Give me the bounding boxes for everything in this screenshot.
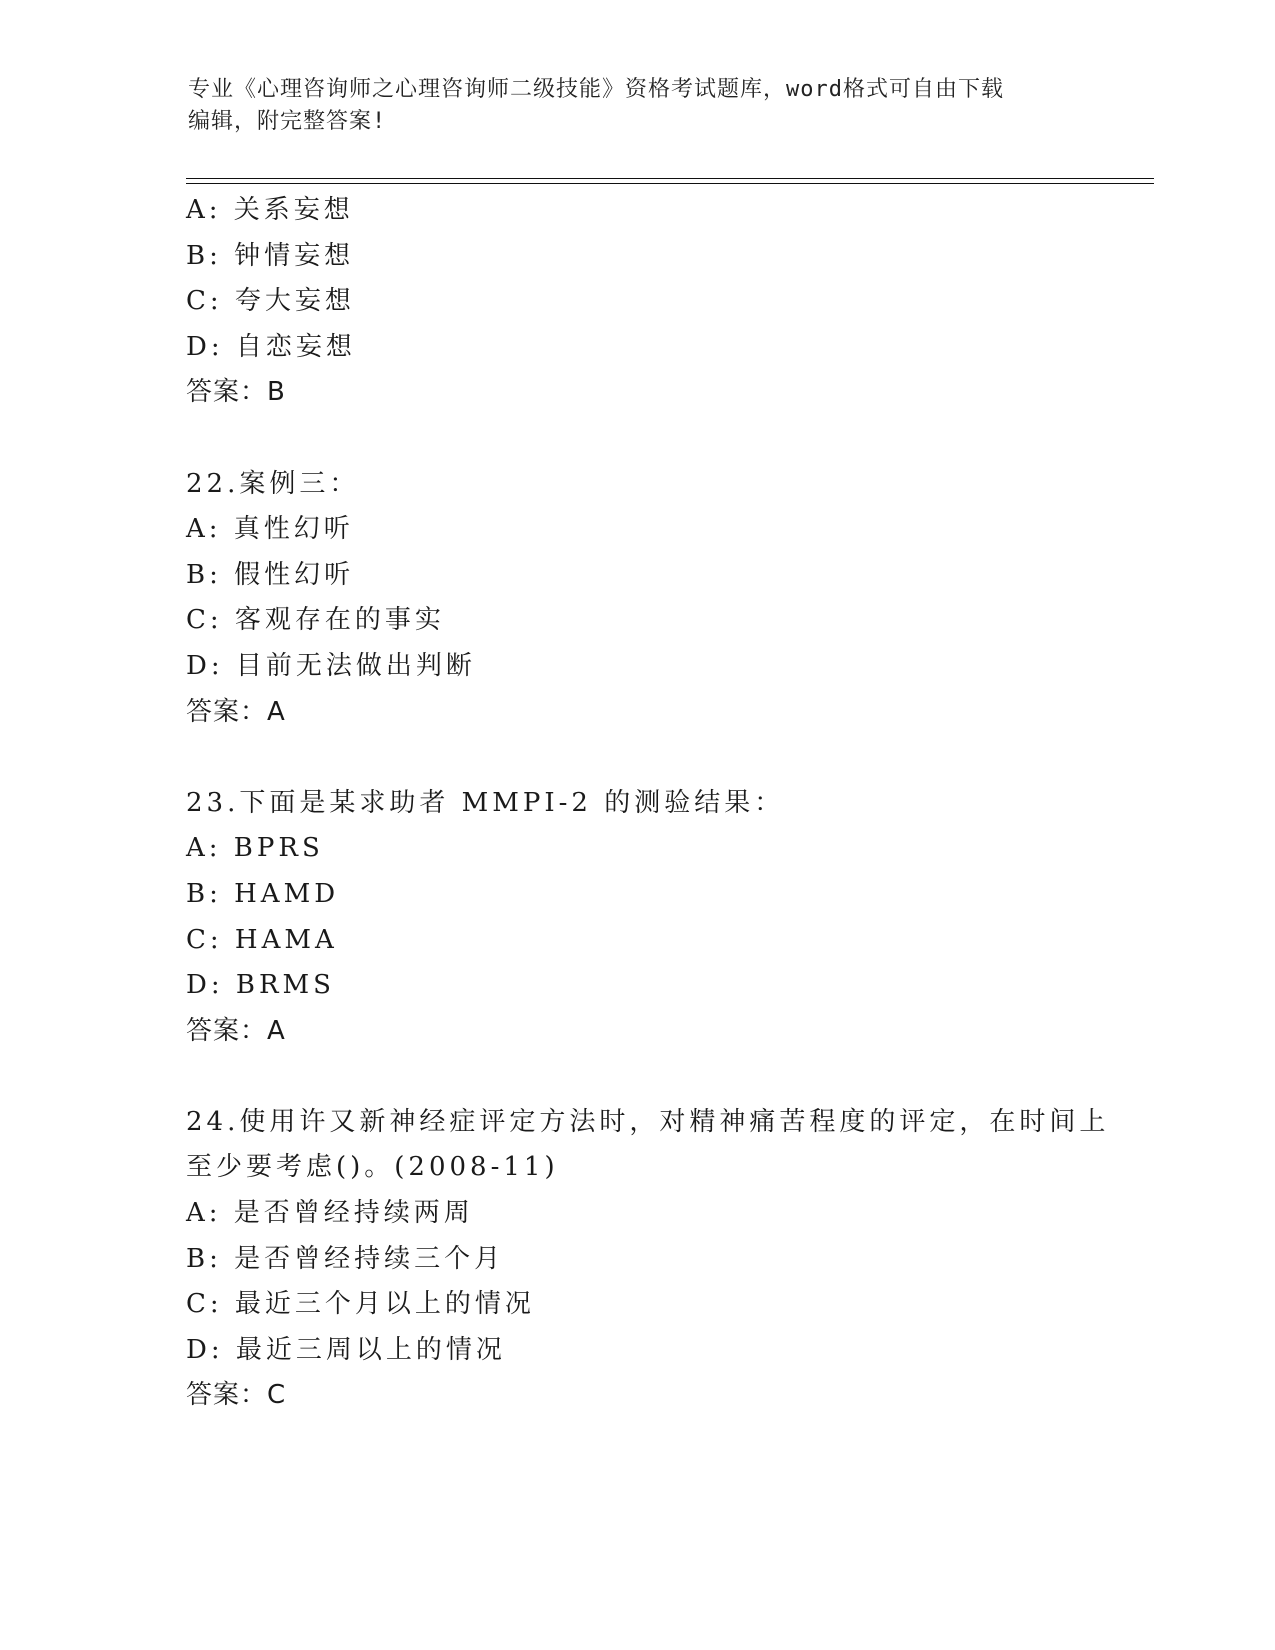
option-d: D: BRMS — [186, 970, 335, 1001]
spacer — [186, 416, 1086, 462]
answer-line: 答案：A — [186, 1015, 286, 1046]
question-24 — [186, 1100, 1110, 1419]
option-c: C: 夸大妄想 — [186, 286, 355, 317]
question-list — [186, 188, 1110, 1419]
option-d: D: 目前无法做出判断 — [186, 650, 476, 681]
header-divider-bottom — [186, 183, 1154, 184]
question-stem-line-2: 至少要考虑()。(2008-11) — [186, 1152, 559, 1183]
option-c: C: 客观存在的事实 — [186, 605, 445, 636]
option-c: C: 最近三个月以上的情况 — [186, 1289, 535, 1320]
spacer — [186, 1054, 1086, 1100]
question-stem-line-1: 24.使用许又新神经症评定方法时，对精神痛苦程度的评定，在时间上 — [186, 1106, 1110, 1137]
option-d: D: 最近三周以上的情况 — [186, 1334, 506, 1365]
question-stem: 23.下面是某求助者 MMPI-2 的测验结果： — [186, 787, 785, 818]
question-stem: 22.案例三： — [186, 468, 360, 499]
spacer — [186, 735, 1086, 781]
question-23 — [186, 781, 1086, 1055]
answer-line: 答案：B — [186, 377, 286, 408]
option-a: A: 关系妄想 — [186, 195, 354, 225]
option-d: D: 自恋妄想 — [186, 331, 356, 362]
option-c: C: HAMA — [186, 924, 338, 955]
answer-line: 答案：A — [186, 696, 286, 727]
option-a: A: 是否曾经持续两周 — [186, 1198, 474, 1229]
header-line-1: 专业《心理咨询师之心理咨询师二级技能》资格考试题库，word格式可自由下载 — [188, 77, 1004, 102]
option-b: B: HAMD — [186, 878, 340, 909]
answer-line: 答案：C — [186, 1380, 287, 1411]
option-b: B: 是否曾经持续三个月 — [186, 1243, 505, 1274]
option-b: B: 钟情妄想 — [186, 240, 355, 271]
header-line-2: 编辑，附完整答案! — [188, 109, 387, 134]
option-a: A: BPRS — [186, 833, 324, 864]
option-b: B: 假性幻听 — [186, 559, 355, 590]
option-a: A: 真性幻听 — [186, 514, 354, 545]
question-21 — [186, 188, 1086, 416]
header-divider-top — [186, 178, 1154, 179]
question-22 — [186, 462, 1086, 736]
document-header — [188, 74, 1088, 138]
